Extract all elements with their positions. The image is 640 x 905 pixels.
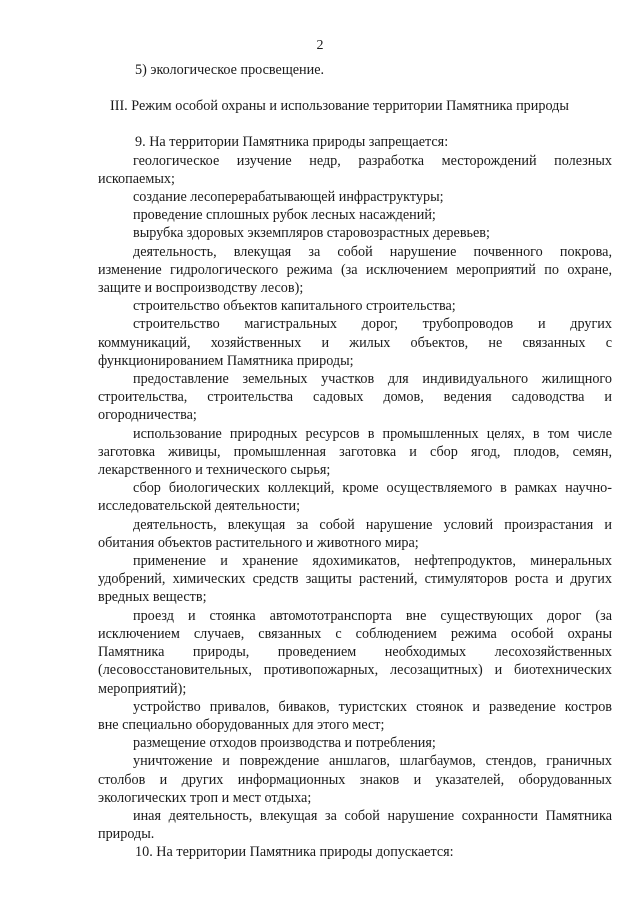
list-item-line: деятельность, влекущая за собой нарушение почвенного покрова,: [133, 243, 612, 260]
list-item-line: вне специально оборудованных для этого мест;: [98, 716, 385, 733]
list-item: [98, 315, 612, 370]
list-item-line: вырубка здоровых экземпляров старовозрастных деревьев;: [133, 225, 490, 242]
list-item-line: устройство привалов, биваков, туристских стоянок и разведение костров: [133, 698, 612, 715]
list-item-line: иная деятельность, влекущая за собой нарушение сохранности Памятника: [133, 807, 612, 824]
list-item: [98, 734, 612, 752]
list-item-line: деятельность, влекущая за собой нарушение условий произрастания и: [133, 516, 612, 533]
list-item-line: проведение сплошных рубок лесных насаждений;: [133, 207, 436, 224]
list-item-line: заготовка живицы, промышленная заготовка и сбор ягод, плодов, семян,: [98, 443, 612, 460]
list-item: [98, 552, 612, 607]
list-item-line: исключением случаев, связанных с соблюдением режима особой охраны: [98, 625, 612, 642]
intro-item: 5) экологическое просвещение.: [135, 62, 325, 78]
list-item: [98, 698, 612, 734]
list-item: [98, 752, 612, 807]
list-item-line: экологических троп и мест отдыха;: [98, 789, 312, 806]
list-item: [98, 224, 612, 242]
list-item: [98, 243, 612, 298]
list-item: [98, 370, 612, 425]
list-item-line: создание лесоперерабатывающей инфраструктуры;: [133, 189, 444, 206]
list-item-line: удобрений, химических средств защиты растений, стимуляторов роста и других: [98, 571, 612, 588]
list-item-line: сбор биологических коллекций, кроме осуществляемого в рамках научно-: [133, 480, 612, 497]
document-body: [98, 61, 612, 862]
list-item: [98, 297, 612, 315]
list-item-line: изменение гидрологического режима (за исключением мероприятий по охране,: [98, 261, 612, 278]
list-item: [98, 516, 612, 552]
list-item-line: строительство объектов капитального строительства;: [133, 298, 456, 315]
list-item-line: предоставление земельных участков для индивидуального жилищного: [133, 371, 612, 388]
list-item-line: (лесовосстановительных, противопожарных, лесозащитных) и биотехнических: [98, 662, 612, 679]
clause-9-title: 9. На территории Памятника природы запрещается:: [135, 134, 449, 151]
list-item-line: исследовательской деятельности;: [98, 498, 301, 515]
list-item-line: проезд и стоянка автомототранспорта вне существующих дорог (за: [133, 607, 612, 624]
list-item: [98, 479, 612, 515]
list-item-line: строительства, строительства садовых домов, ведения садоводства и: [98, 389, 612, 406]
list-item: [98, 188, 612, 206]
list-item-line: применение и хранение ядохимикатов, нефтепродуктов, минеральных: [133, 553, 612, 570]
list-item: [98, 152, 612, 188]
list-item: [98, 425, 612, 480]
list-item-line: огородничества;: [98, 407, 197, 424]
list-item-line: защите и воспроизводству лесов);: [98, 280, 304, 297]
list-item-line: мероприятий);: [98, 680, 187, 697]
prohibited-activities-list: [98, 152, 612, 844]
list-item: [98, 206, 612, 224]
list-item-line: обитания объектов растительного и животного мира;: [98, 534, 419, 551]
list-item-line: строительство магистральных дорог, трубопроводов и других: [133, 316, 612, 333]
list-item: [98, 607, 612, 698]
list-item-line: столбов и других информационных знаков и указателей, оборудованных: [98, 771, 612, 788]
list-item-line: уничтожение и повреждение аншлагов, шлагбаумов, стендов, граничных: [133, 753, 612, 770]
list-item-line: геологическое изучение недр, разработка месторождений полезных: [133, 152, 612, 169]
list-item-line: размещение отходов производства и потребления;: [133, 735, 436, 752]
list-item-line: коммуникаций, хозяйственных и жилых объектов, не связанных с: [98, 334, 612, 351]
list-item-line: ископаемых;: [98, 170, 175, 187]
list-item-line: функционированием Памятника природы;: [98, 352, 354, 369]
section-heading: III. Режим особой охраны и использование территории Памятника природы: [110, 98, 569, 115]
list-item-line: лекарственного и технического сырья;: [98, 462, 331, 479]
list-item-line: использование природных ресурсов в промышленных целях, в том числе: [133, 425, 612, 442]
list-item: [98, 807, 612, 843]
clause-10-title: 10. На территории Памятника природы допускается:: [135, 844, 454, 861]
list-item-line: природы.: [98, 826, 155, 843]
page-number: 2: [316, 38, 324, 53]
list-item-line: Памятника природы, проведением необходимых лесохозяйственных: [98, 644, 612, 661]
list-item-line: вредных веществ;: [98, 589, 207, 606]
